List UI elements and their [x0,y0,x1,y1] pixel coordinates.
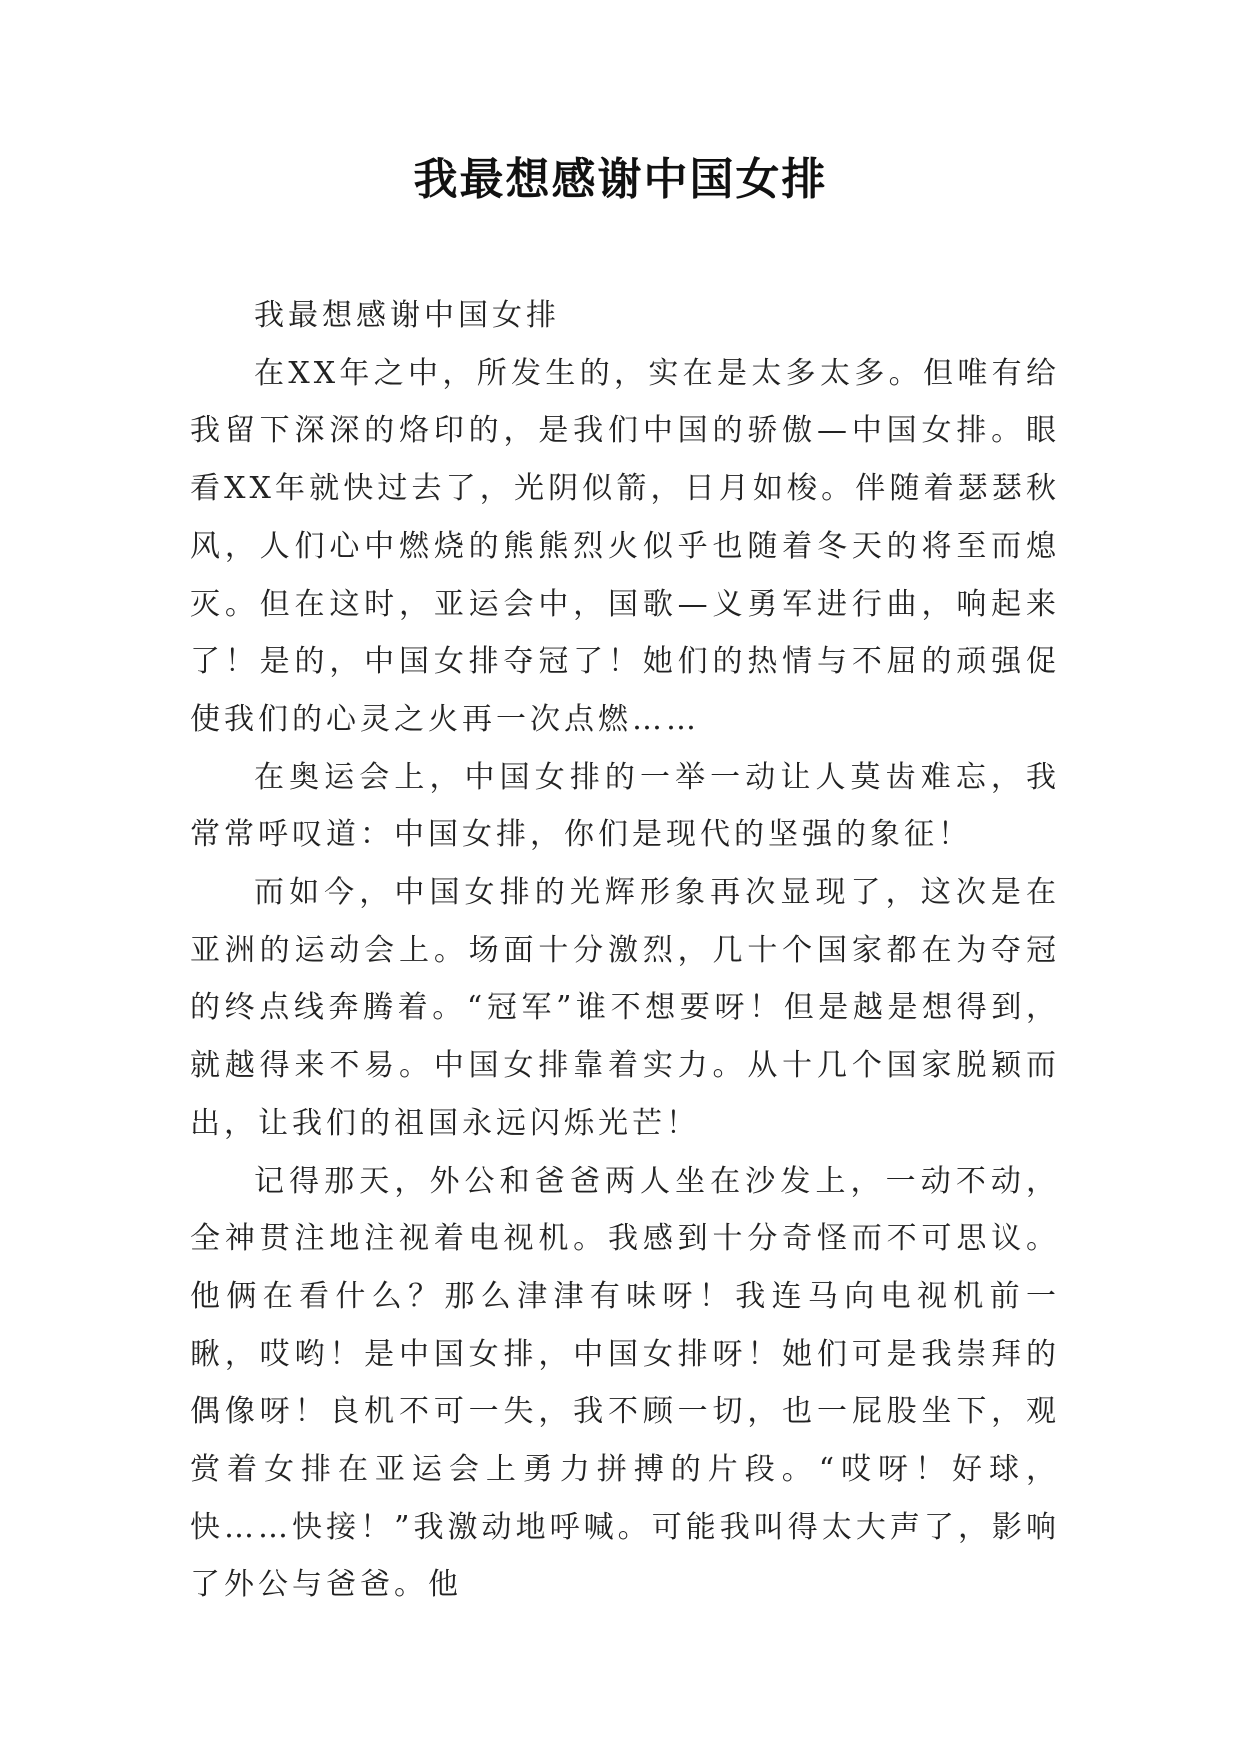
document-body [190,287,1060,1614]
paragraph: 在奥运会上，中国女排的一举一动让人莫齿难忘，我常常呼叹道：中国女排，你们是现代的坚强的象征！ [190,759,1060,853]
paragraph: 记得那天，外公和爸爸两人坐在沙发上，一动不动，全神贯注地注视着电视机。我感到十分奇怪而不可思议。他俩在看什么？那么津津有味呀！我连马向电视机前一瞅，哎哟！是中国女排，中国女排呀！她们可是我崇拜的偶像呀！良机不可一失，我不顾一切，也一屁股坐下，观赏着女排在亚运会上勇力拼搏的片段。“哎呀！好球，快……快接！”我激动地呼喊。可能我叫得太大声了，影响了外公与爸爸。他 [190,1163,1060,1603]
paragraph-subtitle: 我最想感谢中国女排 [254,298,560,333]
document-title: 我最想感谢中国女排 [413,154,828,205]
paragraph: 在XX年之中，所发生的，实在是太多太多。但唯有给我留下深深的烙印的，是我们中国的骄傲—中国女排。眼看XX年就快过去了，光阴似箭，日月如梭。伴随着瑟瑟秋风，人们心中燃烧的熊熊烈火似乎也随着冬天的将至而熄灭。但在这时，亚运会中，国歌—义勇军进行曲，响起来了！是的，中国女排夺冠了！她们的热情与不屈的顽强促使我们的心灵之火再一次点燃…… [190,355,1060,737]
paragraph: 而如今，中国女排的光辉形象再次显现了，这次是在亚洲的运动会上。场面十分激烈，几十个国家都在为夺冠的终点线奔腾着。“冠军”谁不想要呀！但是越是想得到，就越得来不易。中国女排靠着实力。从十几个国家脱颖而出，让我们的祖国永远闪烁光芒！ [190,875,1060,1141]
